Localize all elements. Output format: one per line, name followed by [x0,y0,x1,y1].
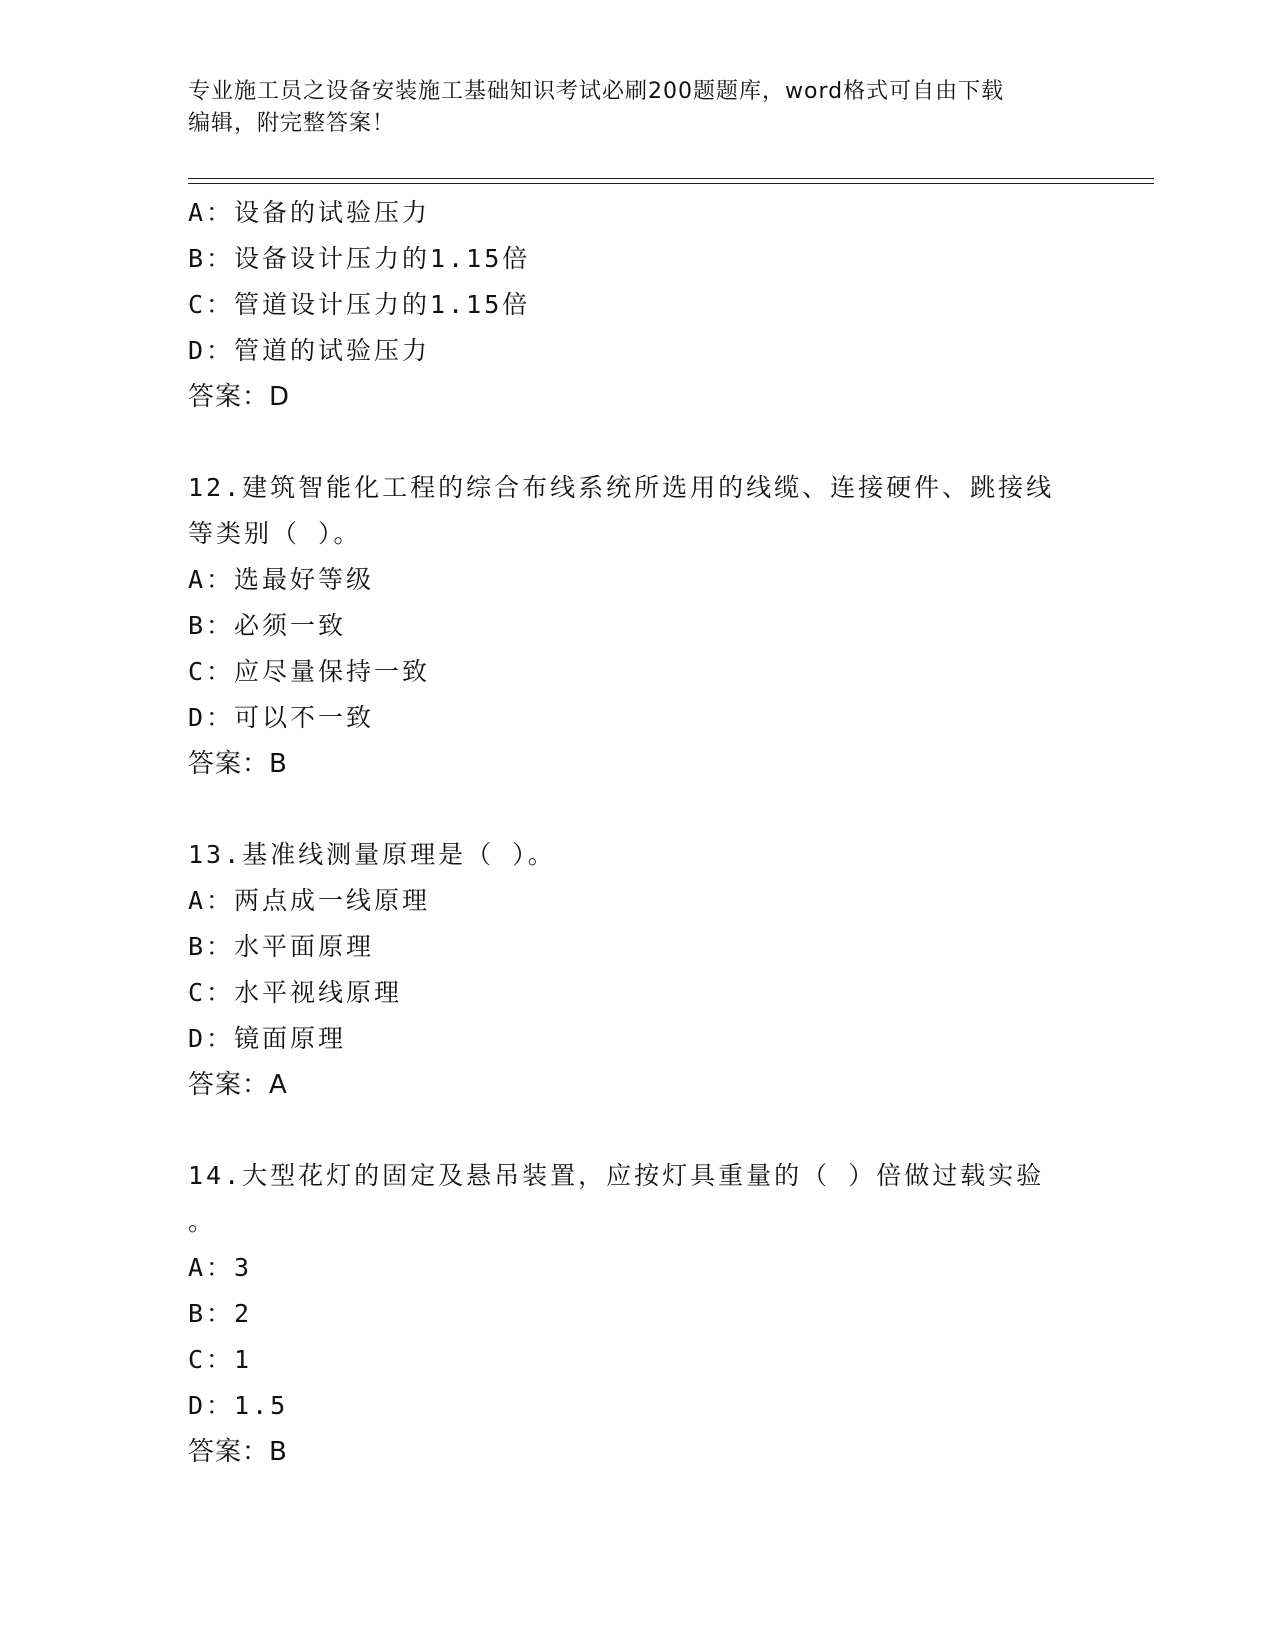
option-b: B：2 [188,1299,253,1328]
option-b: B：设备设计压力的1.15倍 [188,244,531,273]
option-a: A：3 [188,1253,253,1282]
question-13 [188,832,1088,1108]
option-a: A：两点成一线原理 [188,886,431,915]
option-c: C：1 [188,1345,253,1374]
header-line-2: 编辑，附完整答案！ [188,111,396,136]
document-header [188,76,1068,140]
option-b: B：水平面原理 [188,932,375,961]
answer: 答案：D [188,382,291,412]
answer: 答案：B [188,749,288,779]
question-list [188,190,1088,1475]
header-divider-top [188,178,1154,179]
question-11 [188,190,1088,420]
question-14 [188,1153,1088,1475]
header-line-1: 专业施工员之设备安装施工基础知识考试必刷200题题库，word格式可自由下载 [188,79,1005,104]
option-d: D：镜面原理 [188,1024,347,1053]
question-text-line-1: 12.建筑智能化工程的综合布线系统所选用的线缆、连接硬件、跳接线 [188,473,1055,502]
question-text-line-2: 。 [188,1207,217,1236]
question-text-line-2: 等类别（ ）。 [188,519,362,548]
option-c: C：应尽量保持一致 [188,657,431,686]
option-d: D：1.5 [188,1391,289,1420]
option-b: B：必须一致 [188,611,347,640]
answer: 答案：A [188,1070,288,1100]
answer: 答案：B [188,1437,288,1467]
option-c: C：管道设计压力的1.15倍 [188,290,531,319]
option-d: D：管道的试验压力 [188,336,431,365]
question-text-line-1: 14.大型花灯的固定及悬吊装置，应按灯具重量的（ ）倍做过载实验 [188,1161,1045,1190]
header-divider-bottom [188,183,1154,184]
option-d: D：可以不一致 [188,703,375,732]
option-c: C：水平视线原理 [188,978,403,1007]
option-a: A：选最好等级 [188,565,375,594]
question-text-line-1: 13.基准线测量原理是（ ）。 [188,840,556,869]
option-a: A：设备的试验压力 [188,198,431,227]
question-12 [188,465,1088,787]
